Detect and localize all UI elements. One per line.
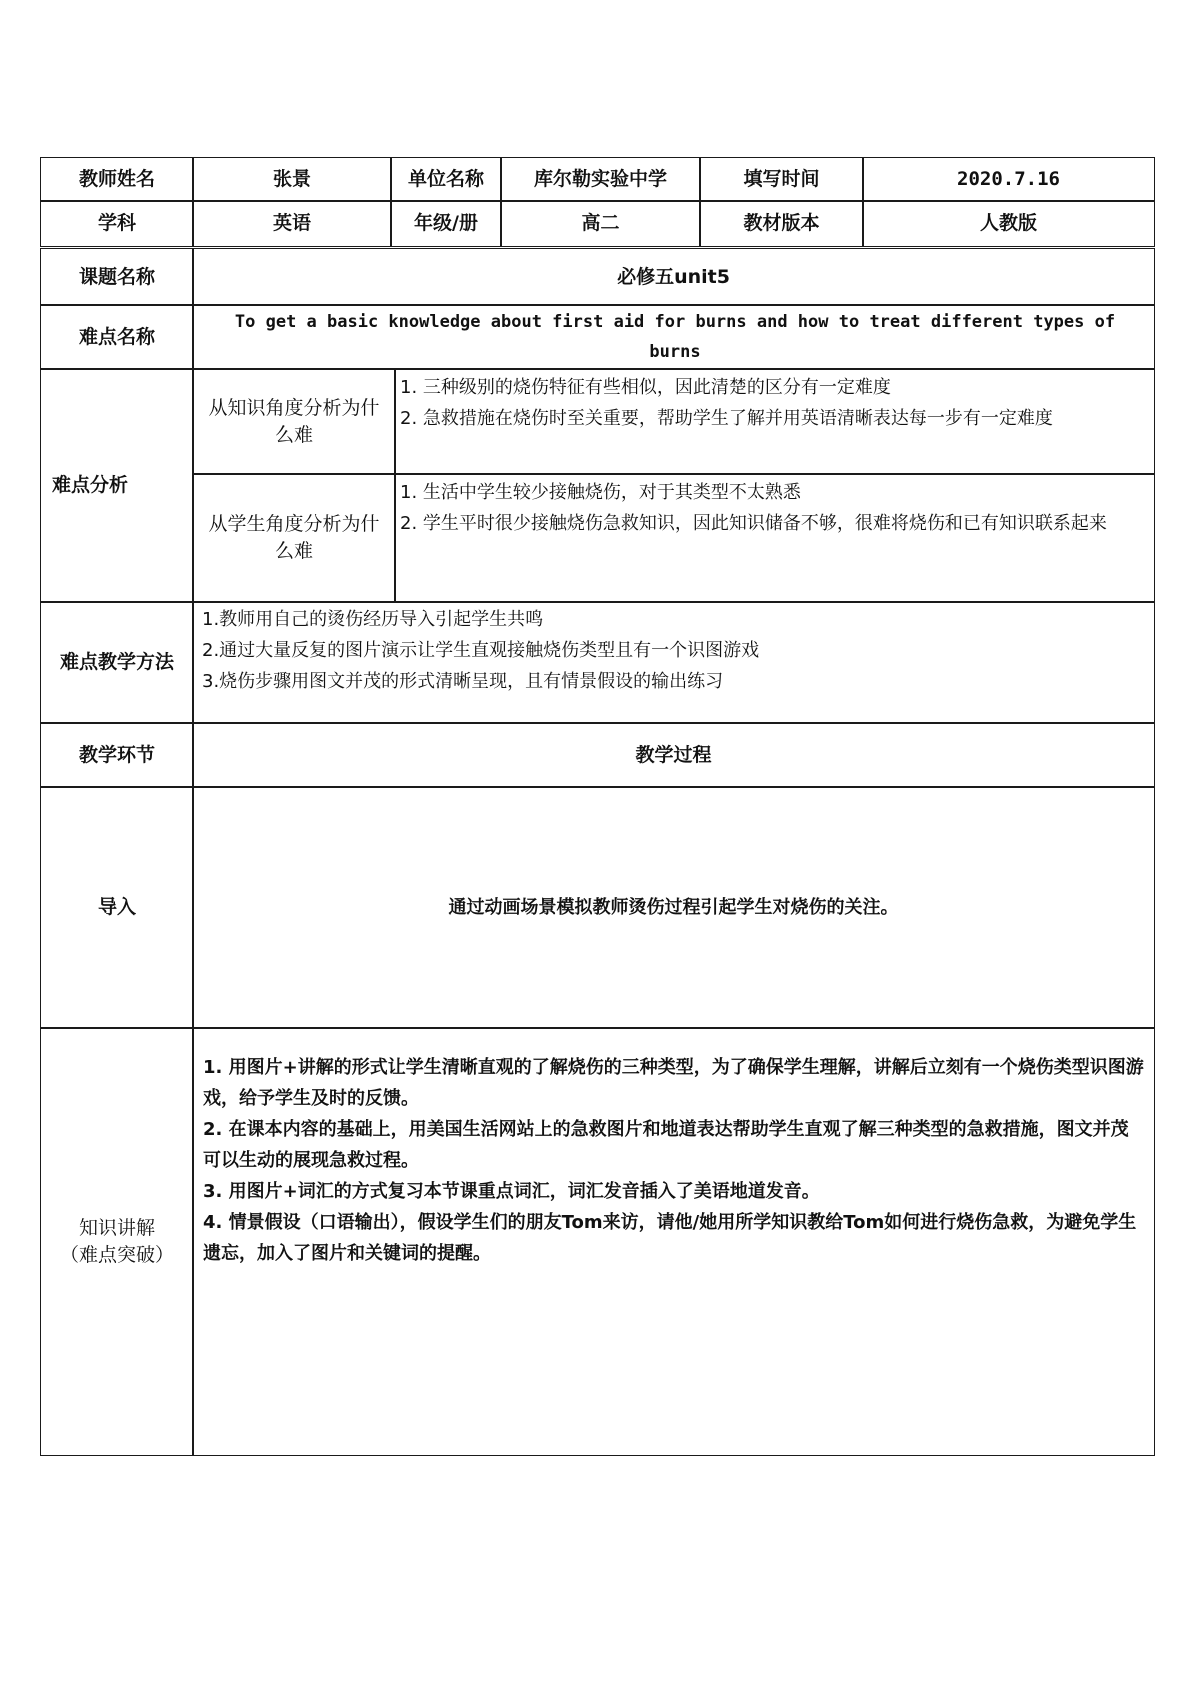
intro-label: 导入 [97, 896, 136, 919]
subject-label: 学科 [97, 212, 136, 235]
knowledge-sublabel: （难点突破） [59, 1243, 174, 1266]
intro-content: 通过动画场景模拟教师烫伤过程引起学生对烧伤的关注。 [448, 896, 899, 918]
fill-date-label: 填写时间 [743, 168, 820, 191]
knowledge-content [203, 1052, 1145, 1302]
knowledge-line: 4. 情景假设（口语输出），假设学生们的朋友Tom来访，请他/她用所学知识教给Tom如何进行烧伤急救，为避免学生遗忘，加入了图片和关键词的提醒。 [203, 1212, 1137, 1264]
fill-date-value: 2020.7.16 [957, 168, 1060, 191]
teacher-name-value: 张景 [272, 168, 311, 191]
knowledge-line: 2. 在课本内容的基础上，用美国生活网站上的急救图片和地道表达帮助学生直观了解三种类型的急救措施，图文并茂可以生动的展现急救过程。 [203, 1119, 1129, 1171]
method-line: 3.烧伤步骤用图文并茂的形式清晰呈现，且有情景假设的输出练习 [202, 671, 724, 692]
knowledge-angle-label: 从知识角度分析为什么难 [208, 396, 380, 446]
knowledge-angle-content [400, 372, 1150, 472]
teaching-process-header: 教学过程 [635, 743, 712, 766]
method-label: 难点教学方法 [59, 651, 174, 674]
unit-name-label: 单位名称 [407, 168, 484, 191]
textbook-value: 人教版 [979, 212, 1037, 235]
difficulty-value: To get a basic knowledge about first aid for burns and how to treat different types of burns [234, 312, 1116, 362]
student-angle-label: 从学生角度分析为什么难 [208, 513, 380, 562]
knowledge-angle-line: 2. 急救措施在烧伤时至关重要，帮助学生了解并用英语清晰表达每一步有一定难度 [400, 408, 1053, 429]
textbook-label: 教材版本 [743, 212, 820, 235]
difficulty-label: 难点名称 [78, 325, 155, 348]
grade-label: 年级/册 [414, 212, 478, 235]
subject-value: 英语 [272, 212, 311, 235]
topic-value: 必修五unit5 [617, 265, 730, 288]
method-content [202, 604, 1147, 719]
method-line: 1.教师用自己的烫伤经历导入引起学生共鸣 [202, 609, 544, 630]
knowledge-label: 知识讲解 [78, 1216, 155, 1239]
method-line: 2.通过大量反复的图片演示让学生直观接触烧伤类型且有一个识图游戏 [202, 640, 760, 661]
grade-value: 高二 [581, 212, 620, 235]
unit-name-value: 库尔勒实验中学 [533, 168, 667, 191]
topic-label: 课题名称 [78, 265, 155, 288]
knowledge-line: 3. 用图片+词汇的方式复习本节课重点词汇，词汇发音插入了美语地道发音。 [203, 1181, 820, 1202]
student-angle-content [400, 477, 1150, 597]
knowledge-label-group [40, 1027, 194, 1456]
analysis-label: 难点分析 [52, 474, 129, 497]
knowledge-line: 1. 用图片+讲解的形式让学生清晰直观的了解烧伤的三种类型，为了确保学生理解，讲解后立刻有一个烧伤类型识图游戏，给予学生及时的反馈。 [203, 1057, 1144, 1109]
student-angle-line: 1. 生活中学生较少接触烧伤，对于其类型不太熟悉 [400, 482, 801, 503]
student-angle-line: 2. 学生平时很少接触烧伤急救知识，因此知识储备不够，很难将烧伤和已有知识联系起来 [400, 513, 1107, 534]
teaching-stage-label: 教学环节 [78, 743, 155, 766]
knowledge-angle-line: 1. 三种级别的烧伤特征有些相似，因此清楚的区分有一定难度 [400, 377, 891, 398]
teacher-name-label: 教师姓名 [78, 168, 155, 191]
